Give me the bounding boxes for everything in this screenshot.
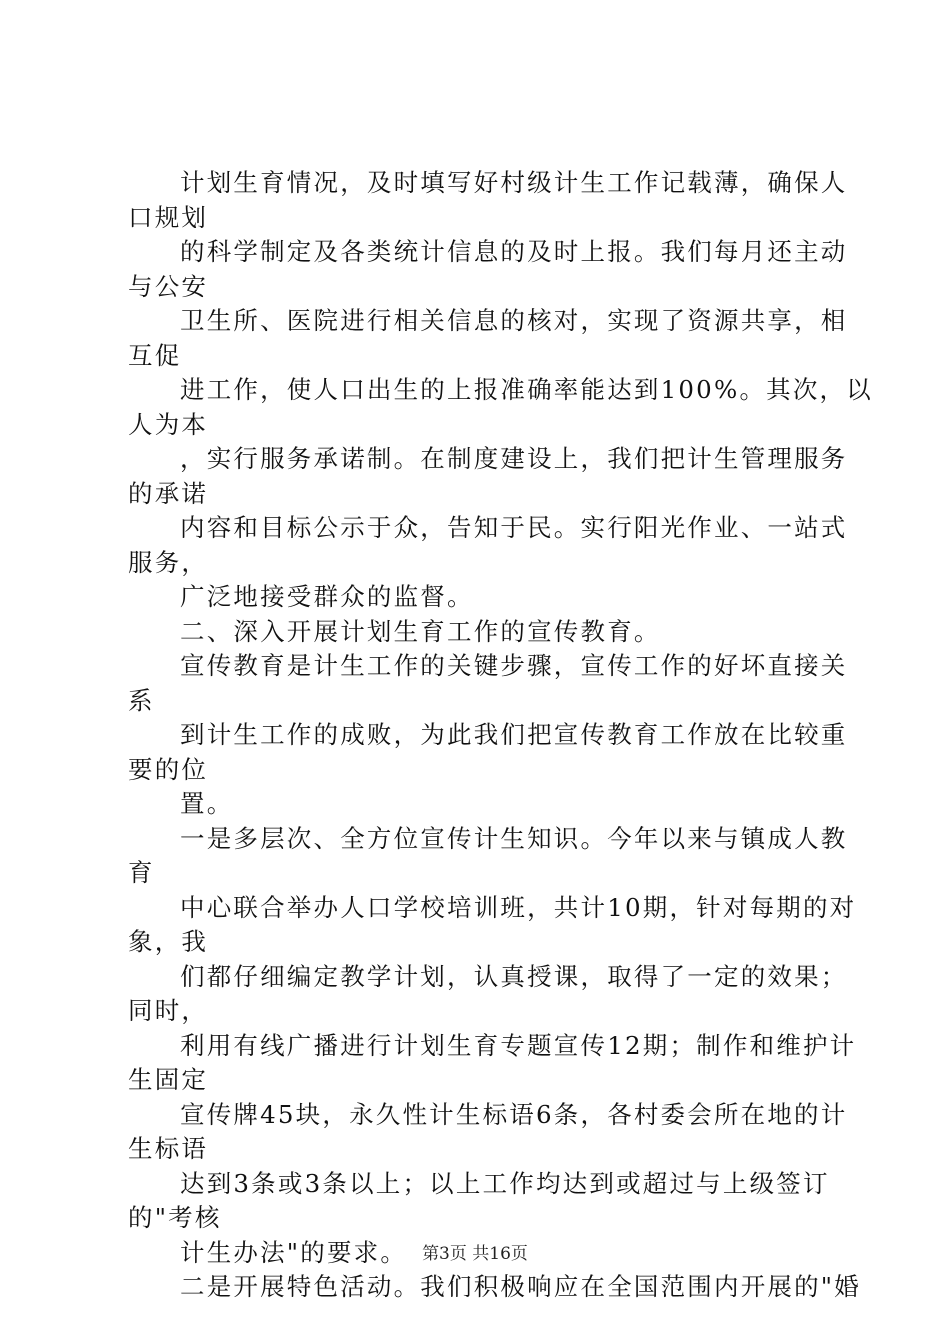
text-line: 同时， [128,996,209,1025]
text-line: 进工作，使人口出生的上报准确率能达到100%。其次，以 [180,375,873,404]
text-line: 生标语 [128,1134,209,1163]
text-line: 的"考核 [128,1203,222,1232]
text-line: 计划生育情况，及时填写好村级计生工作记载薄，确保人 [180,168,848,197]
text-line: 宣传教育是计生工作的关键步骤，宣传工作的好坏直接关 [180,651,848,680]
document-body [128,166,873,1305]
text-line: 口规划 [128,202,209,232]
text-line: 宣传牌45块，永久性计生标语6条，各村委会所在地的计 [180,1099,848,1129]
text-line: 与公安 [128,271,209,301]
section-heading: 二、深入开展计划生育工作的宣传教育。 [180,616,661,646]
text-line: 到计生工作的成败，为此我们把宣传教育工作放在比较重 [180,720,848,749]
text-line: 系 [128,685,155,715]
text-line: 服务， [128,547,209,577]
text-line: 人为本 [128,409,209,439]
text-line: 育 [128,858,155,887]
text-line: 象，我 [128,927,209,956]
text-line: 们都仔细编定教学计划，认真授课，取得了一定的效果； [180,961,848,991]
text-line: 卫生所、医院进行相关信息的核对，实现了资源共享，相 [180,306,848,335]
text-line: 利用有线广播进行计划生育专题宣传12期；制作和维护计 [180,1030,857,1060]
text-line: 置。 [180,789,234,818]
text-line: 计生办法"的要求。 [180,1237,408,1267]
text-line: 互促 [128,340,182,370]
text-line: 一是多层次、全方位宣传计生知识。今年以来与镇成人教 [180,823,848,853]
text-line: 的承诺 [128,478,209,508]
text-line: 的科学制定及各类统计信息的及时上报。我们每月还主动 [180,237,848,266]
text-line: 要的位 [128,754,209,784]
text-line: 达到3条或3条以上；以上工作均达到或超过与上级签订 [180,1168,830,1198]
text-line: 二是开展特色活动。我们积极响应在全国范围内开展的"婚 [180,1272,861,1301]
text-line: 中心联合举办人口学校培训班，共计10期，针对每期的对 [180,892,857,922]
text-line: 内容和目标公示于众，告知于民。实行阳光作业、一站式 [180,513,848,542]
text-line: 广泛地接受群众的监督。 [180,582,474,611]
page-number-footer: 第3页 共16页 [422,1244,528,1264]
text-line: ，实行服务承诺制。在制度建设上，我们把计生管理服务 [180,444,848,473]
text-line: 生固定 [128,1065,209,1094]
